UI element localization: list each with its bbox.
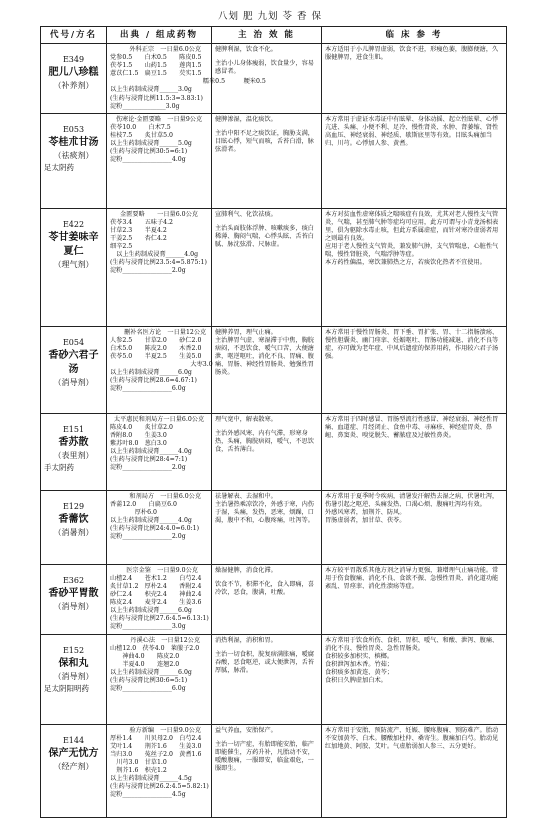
page-header: 八划 肥 九划 苓 香 保 [217, 11, 323, 22]
ingredient-line: 大枣3.0 [110, 361, 213, 369]
clinical-reference-text: 本方对贫血性虚寒体质之喘咳症有良效，尤其对老人慢性支气管炎，气喘，甚至肺气肿等症均可应用，此方可谓与小青龙汤相表里，俱为驱除水毒止咳，但此方系属虚症，而针对寒冷虚弱者用之则最有良效。 [325, 210, 499, 243]
ingredient-line: 厚朴6.0 [110, 508, 157, 516]
formula-source-line: 和剂局方 一日量6.0公克 [116, 492, 202, 500]
ingredient-line: (生药与浸膏比例30:6=5:1) [110, 676, 188, 684]
ingredient-line: 山楂12.0 茯苓4.0 莱菔子2.0 [110, 644, 200, 652]
clinical-reference-text: 本方常用于饮食所伤、食积、胃积、嗳气、和酸、泄泻、腹痛、消化不良、慢性胃炎、急性胃肠炎。 [325, 636, 499, 652]
ingredient-line: 人参2.5 甘草2.0 砂仁2.0 [110, 336, 202, 344]
ingredient-line: (生药与浸膏比例23.5:4=5.875:1) [110, 259, 207, 267]
formula-name: 香薷饮 [58, 513, 89, 525]
formula-category: （理气剂） [53, 259, 94, 269]
table-row [41, 44, 507, 114]
clinical-reference-text: 本方常用于安胎、预防流产、妊娠、腰疼腹痛、预防难产。胎动不安加黄芩、白术。腰酸加杜仲、桑寄生。腹痛加白芍。胎动见红加地黄、阿胶、艾叶。气虚胎弱加人参三、五分更好。 [325, 726, 499, 750]
clinical-reference-text: 本方常用于夏季时令疾病，清暑发汗解热去湿之病，伏暑吐泻，伤暑引起之呕逆、头痛发热、口渴心烦、腹痛吐泻均有效。 [325, 492, 499, 508]
indication-text: 主治一切产症，有胎即能安胎，临产即能催生，方药升补，凡胎动不安，嗳酸腹痛，一服即安，临盆艰危，一服即生。 [215, 740, 314, 772]
ingredient-line: 川芎3.0 甘草1.0 [110, 758, 167, 766]
indications-cell [212, 208, 322, 326]
ingredient-line: 淀粉________________6.0g [110, 385, 186, 393]
table-row [41, 564, 507, 634]
formula-category: （经产剂） [53, 761, 94, 771]
ingredient-line: 党参0.5 白术0.5 陈皮0.5 [110, 54, 202, 62]
formula-table [40, 26, 507, 818]
formula-id-cell [41, 208, 107, 326]
meridian-note: 手太阴药 [44, 462, 74, 472]
ingredient-line: 香薷12.0 白扁豆6.0 [110, 500, 177, 508]
formula-category: （消导剂） [53, 671, 94, 681]
clinical-reference-cell [322, 44, 507, 114]
indication-text: 理气宽中，解表散寒。 [215, 415, 277, 423]
formula-code: E422 [62, 219, 85, 229]
indication-text: 燥湿健脾，消食化滞。 [215, 566, 277, 574]
table-row [41, 490, 507, 564]
formula-code: E054 [62, 337, 85, 347]
indications-cell [212, 113, 322, 208]
indications-cell [212, 413, 322, 490]
table-row [41, 208, 507, 326]
ingredient-line: 香附8.0 生姜3.0 [110, 431, 167, 439]
ingredient-line: 茯苓5.0 半夏2.5 生姜5.0 [110, 353, 202, 361]
ingredient-line: (生药与浸膏比例28.6=4.67:1) [110, 377, 197, 385]
formula-id-cell [41, 634, 107, 724]
formula-name: 保产无忧方 [48, 747, 99, 759]
formula-ingredients-cell [107, 413, 212, 490]
ingredient-line: 糯米0.5 粳米0.5 [110, 78, 266, 86]
clinical-reference-cell [322, 564, 507, 634]
ingredient-line: 当归3.0 菟丝子2.0 黄耆1.6 [110, 750, 202, 758]
ingredient-line: 以上生药制成浸膏______3.0g [110, 86, 192, 94]
ingredient-line: 艾叶1.4 荆芥1.6 生姜3.0 [110, 742, 202, 750]
formula-name: 苓桂朮甘汤 [48, 136, 99, 148]
formula-source-line: 医宗金鉴 一日量9.0公克 [120, 566, 198, 574]
ingredient-line: 以上生药制成浸膏______6.0g [110, 607, 192, 615]
formula-name: 苓甘姜味辛夏仁 [48, 231, 99, 257]
ingredient-line: 半夏4.0 连翘2.0 [110, 660, 180, 668]
indications-cell [212, 564, 322, 634]
formula-ingredients-cell [107, 326, 212, 413]
ingredient-line: 以上生药制成浸膏______4.0g [110, 448, 192, 456]
meridian-note: 足太阴阳明药 [44, 683, 89, 693]
column-header-clinical-reference: 临 床 参 考 [322, 27, 507, 44]
formula-code: E349 [62, 55, 85, 64]
formula-name: 香苏散 [58, 436, 89, 448]
ingredient-line: 荆芥1.6 枳壳1.2 [110, 766, 167, 774]
indication-text: 宣肺利气、化饮祛痰。 [215, 210, 277, 218]
ingredient-line: 砂仁2.4 枳壳2.4 神曲2.4 [110, 591, 202, 599]
formula-ingredients-cell [107, 490, 212, 564]
indication-text: 饮食不节，积滞不化，食入即痛，喜冷饮，恶食，腹满，吐酸。 [215, 580, 314, 596]
formula-category: （消暑剂） [53, 527, 94, 537]
formula-code: E362 [62, 575, 85, 585]
clinical-reference-cell [322, 208, 507, 326]
formula-code: E144 [62, 735, 85, 745]
indication-text: 主治小儿身体瘦弱，饮食量少，容易感冒者。 [215, 60, 314, 76]
formula-id-cell [41, 490, 107, 564]
ingredient-line: 以上生药制成浸膏______4.0g [110, 251, 199, 259]
indication-text: 主治头面肢体浮肿、咳嗽痰多，痰白稀薄、胸闷气喘，心悸头眩、舌苔白腻、脉沈弦滑、尺脉虚。 [215, 224, 314, 249]
column-header-indications: 主 治 效 能 [212, 27, 322, 44]
ingredient-line: (生药与浸膏比例27.6:4.5=6.13:1) [110, 615, 209, 623]
formula-code: E129 [62, 501, 85, 511]
clinical-reference-cell [322, 326, 507, 413]
indications-cell [212, 634, 322, 724]
indication-text: 主治中阳不足之痰饮证，胸胁支满，目眩心悸，短气而咳，舌苔白滑，脉弦滑者。 [215, 129, 314, 154]
ingredient-line: 山楂2.4 苍术1.2 白芍2.4 [110, 574, 202, 582]
column-header-source-ingredients: 出典 / 组成药物 [107, 27, 212, 44]
formula-id-cell [41, 413, 107, 490]
formula-category: （补养剂） [53, 81, 94, 91]
formula-category: （消导剂） [53, 377, 94, 387]
indication-text: 益气养血，安胎保产。 [215, 726, 277, 734]
formula-name: 香砂六君子汤 [48, 349, 99, 375]
ingredient-line: (生药与浸膏比例30:5=6:1) [110, 148, 188, 156]
ingredient-line: (生药与浸膏比例24:4.0=6.0:1) [110, 525, 199, 533]
ingredient-line: 淀粉________________2.0g [110, 464, 186, 472]
ingredient-line: 甘草2.3 半夏4.2 [110, 226, 167, 234]
formula-code: E053 [62, 124, 85, 134]
clinical-reference-text: 食积较多加枳实、槟榔。 [325, 652, 394, 660]
clinical-reference-text: 本方常用于四时感冒、胃肠型流行性感冒、神经衰弱、神经性胃痛、血道症、月经闭止、食鱼中毒、寻麻疹、神经症胃炎、鼻衄、鼻窦炎、嗅觉脱失、蓄脓症及过敏性鼻炎。 [325, 415, 499, 439]
formula-source-line: 太平惠民和剂局方一日量6.0公克 [113, 415, 205, 423]
formula-id-cell [41, 564, 107, 634]
ingredient-line: 干姜2.5 杏仁4.2 [110, 235, 167, 243]
ingredient-line: 茯苓1.5 山药1.5 莲肉1.5 [110, 62, 202, 70]
ingredient-line: 紫苏叶8.0 葱白3.0 [110, 440, 167, 448]
ingredient-line: 陈皮4.0 炙甘草2.0 [110, 423, 173, 431]
indication-text: 健脾渗湿，温化痰饮。 [215, 115, 277, 123]
indication-text: 主治脾胃气虚、寒湿滞于中焦，胸脘痞闷，不思饮食、嗳气口苦，大便溏泄，呕逆呕吐，消化不良、胃痛、腹痛、胃肠、神经性胃肠炎、勉强性胃肠炎。 [215, 336, 314, 377]
ingredient-line: 茯苓3.4 五味子4.2 [110, 218, 173, 226]
formula-ingredients-cell [107, 208, 212, 326]
clinical-reference-text: 外感风寒者，加荆芥、防风。 [325, 508, 406, 516]
formula-ingredients-cell [107, 564, 212, 634]
clinical-reference-cell [322, 490, 507, 564]
formula-id-cell [41, 113, 107, 208]
ingredient-line: 厚朴1.4 川贝母2.0 白芍2.4 [110, 734, 202, 742]
formula-category: （表里剂） [53, 450, 94, 460]
clinical-reference-text: 胃肠虚弱者，加甘草、茯苓。 [325, 517, 406, 525]
indication-text: 祛暑解表、去湿和中。 [215, 492, 277, 500]
indication-text: 主治一切食积，脘复痞满胀痛，嗳腐吞酸，恶食呕逆，或大便泄泻，舌苔厚腻，脉滑。 [215, 650, 314, 674]
formula-id-cell [41, 44, 107, 114]
ingredient-line: 以上生药制成浸膏______5.0g [110, 140, 192, 148]
table-row [41, 113, 507, 208]
ingredient-line: 淀粉________________2.0g [110, 267, 186, 275]
formula-source-line: 外科正宗 一日量6.0公克 [116, 46, 202, 53]
ingredient-line: 细辛2.5 [110, 243, 133, 251]
clinical-reference-text: 食积泄泻加木香。竹茹； [325, 660, 394, 668]
formula-category: （祛痰剂） [53, 150, 94, 160]
clinical-reference-cell [322, 413, 507, 490]
ingredient-line: (生药与浸膏比例11.5:3=3.83:1) [110, 94, 203, 102]
clinical-reference-text: 本方较平胃散系其他方剂之消导力更强，兼增理气止痛功能。常用于伤食腹痛、消化不良、食欲不振、急慢性胃炎、消化道功能紊乱、胃痉挛、消化性溃疡等症。 [325, 566, 499, 590]
formula-code: E152 [62, 645, 85, 655]
formula-name: 肥儿八珍糕 [48, 67, 99, 79]
indication-text: 主治暑热乘凉饮冷，外感于寒，内伤于湿，头痛，发热，恶寒，烦躁，口渴，腹中不和，心腹疼痛，吐泻等。 [215, 500, 314, 525]
formula-source-line: 验方新编 一日量9.0公克 [116, 726, 202, 734]
clinical-reference-text: 本方适用于小儿脾胃虚弱，饮食不进，形瘦色萎，腹膨便溏，久服健脾胃，进食生肌。 [325, 46, 499, 62]
ingredient-line: 神曲4.0 陈皮2.0 [110, 652, 180, 660]
table-row [41, 326, 507, 413]
formula-ingredients-cell [107, 634, 212, 724]
indications-cell [212, 326, 322, 413]
ingredient-line: 白术5.0 陈皮2.0 木香2.0 [110, 344, 202, 352]
indication-text: 健脾利湿，饮食不化。 [215, 46, 277, 53]
ingredient-line: 淀粉________________4.5g [110, 791, 186, 799]
clinical-reference-text: 应用于老人慢性支气管炎，兼发肺气肿，支气管喘息，心脏性气喘，慢性肾脏炎，气喘浮肿等症。 [325, 243, 499, 259]
ingredient-line: 以上生药制成浸膏______6.0g [110, 668, 192, 676]
formula-code: E151 [62, 424, 85, 434]
formula-source-line: 丹溪心法 一日量12公克 [117, 636, 201, 644]
ingredient-line: 淀粉________________3.0g [110, 623, 186, 631]
column-header-code-name: 代号/方名 [41, 27, 107, 44]
ingredient-line: 炙甘草1.2 厚朴2.4 香附2.4 [110, 582, 202, 590]
ingredient-line: 以上生药制成浸膏______4.5g [110, 775, 192, 783]
formula-source-line: 伤寒论·金匮要略 一日量9公克 [115, 115, 203, 123]
clinical-reference-text: 本方常用于慢性胃肠炎、胃下垂、胃扩张、胃、十二指肠溃疡、慢性胆囊炎、幽门痉挛、妊娠呕吐、胃肠功能减退、消化不良等症，亦可做为老年症、中风后遗症的保养用药，作用较六君子汤强。 [325, 328, 499, 361]
ingredient-line: 以上生药制成浸膏______4.0g [110, 517, 192, 525]
clinical-reference-cell [322, 634, 507, 724]
clinical-reference-text: 本方常用于虚证水毒证中有眩晕、身体动摇、起立性眩晕、心悸亢进、头痛、小便不利、足冷、慢性肾炎、水肿、肾萎缩、肾性高血压、神经衰弱、神经质、歇斯底里等有效。目眩头痛加当归、川芎。心悸加人参、黄耆。 [325, 115, 499, 148]
ingredient-line: 淀粉________________2.0g [110, 533, 186, 541]
table-header-row [41, 27, 507, 44]
ingredient-line: 淀粉________________6.0g [110, 685, 186, 693]
ingredient-line: 淀粉________________4.0g [110, 156, 186, 164]
indication-text: 消热利湿，消积和胃。 [215, 636, 277, 644]
ingredient-line: 茯苓10.0 白术7.5 [110, 123, 171, 131]
formula-ingredients-cell [107, 113, 212, 208]
clinical-reference-text: 本方药性偏温，寒饮兼肺热之方，若痰饮化热者不宜使用。 [325, 259, 486, 267]
clinical-reference-text: 食积日久脾虚加白术。 [325, 676, 387, 684]
clinical-reference-cell [322, 113, 507, 208]
clinical-reference-text: 食积痰多加黄连、黄芩； [325, 668, 394, 676]
indication-text: 健脾养胃，理气止痛。 [215, 328, 277, 336]
ingredient-line: (生药与浸膏比例28:4=7:1) [110, 456, 188, 464]
formula-source-line: 删补名医方论 一日量12公克 [111, 328, 207, 336]
ingredient-line: 薏苡仁1.5 扁豆1.5 芡实1.5 [110, 70, 202, 78]
table-row [41, 634, 507, 724]
indication-text: 主治外感风寒、内有气滞，形寒身热，头痛，胸脘痞闷，嗳气，不思饮食，舌苔薄白。 [215, 429, 314, 454]
indications-cell [212, 490, 322, 564]
meridian-note: 足太阴药 [44, 162, 74, 172]
ingredient-line: 陈皮2.4 麦芽2.4 生姜3.6 [110, 599, 202, 607]
ingredient-line: (生药与浸膏比例26.2:4.5=5.82:1) [110, 783, 209, 791]
table-row [41, 413, 507, 490]
ingredient-line: 桂枝7.5 炙甘草5.0 [110, 131, 173, 139]
ingredient-line: 淀粉______________3.0g [110, 102, 180, 110]
formula-name: 香砂平胃散 [48, 587, 99, 599]
formula-id-cell [41, 326, 107, 413]
formula-category: （消导剂） [53, 601, 94, 611]
formula-source-line: 金匮要略 一日量6.0公克 [120, 210, 198, 218]
ingredient-line: 以上生药制成浸膏______6.0g [110, 369, 192, 377]
formula-name: 保和丸 [58, 657, 89, 669]
